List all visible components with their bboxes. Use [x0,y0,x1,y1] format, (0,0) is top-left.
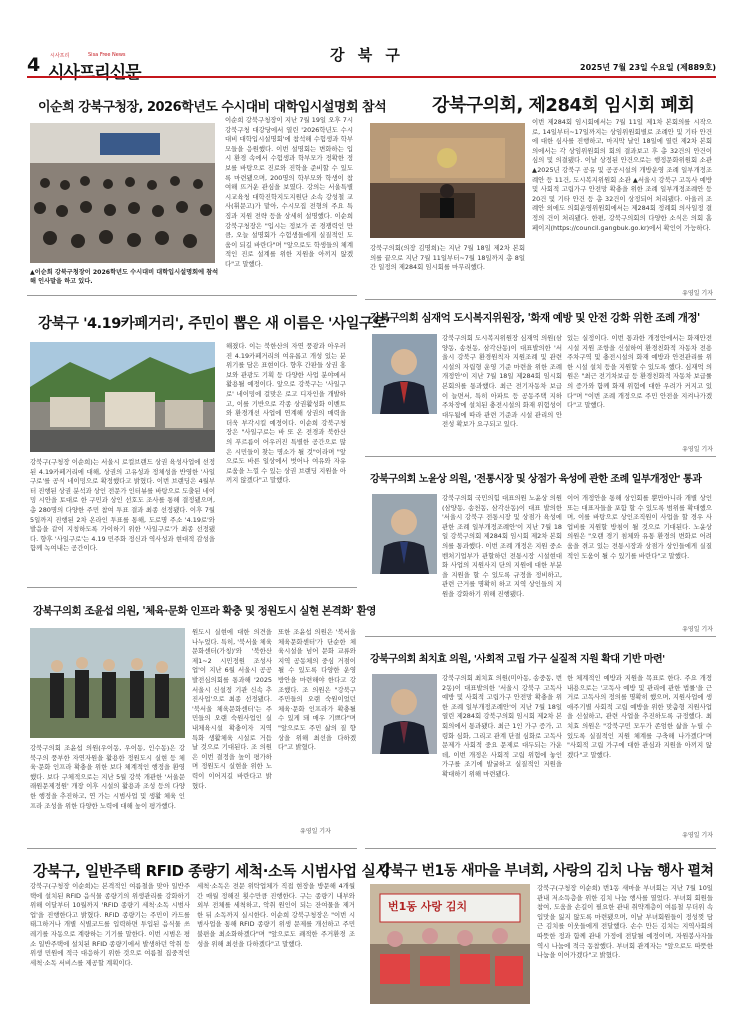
article2-body: 이번 제284회 임시회에서는 7월 11일 제1차 본회의를 시작으로, 14일부터~17일까지는 상임위원회별로 조례안 및 기타 안건에 대한 심사를 진행하고, 마지막 날인 18일에 열린 제2차 본회의에서는 각 상임위원회의 회의 결과보고 후 총 32건의 안건이 심의 및 의결됐다. 이날 상정된 안건으로는 행정문화위원회 소관 ▲2025년 강북구 공유 및 공공시설의 개방운영 조례 일부개정조례안 등 11건, 도시복지위원회 소관 ▲서울시 강북구 고독사 예방 및 사회적 고립가구 안전망 확충을 위한 조례 일부개정조례안 등 20건 및 기타 안건 등 총 32건이 상정되어 처리됐다. 아울러 조례안 외에도 의회운영위원회에서는 제284회 정례회 의사일정 결정의 건이 처리됐다. 한편, 강북구의회의 다양한 소식은 의회 홈페이지(https://council.gangbuk.go.kr)에서 확인이 가능하다. [532,118,712,232]
article2-reporter: 유영일 기자 [682,290,713,297]
article4-portrait [372,334,437,414]
kimchi-banner-text: 번1동 사랑 김치 [388,900,468,913]
article1-headline: 이순희 강북구청장, 2026학년도 수시대비 대학입시설명회 참석 [38,100,387,115]
portrait-image [372,674,437,754]
site-visit-image [30,628,185,738]
issue-date: 2025년 7월 23일 수요일 (제889호) [580,63,716,72]
portrait-image [372,334,437,414]
article1-photo [30,123,215,263]
article9-headline: 강북구 번1동 새마을 부녀회, 사랑의 김치 나눔 행사 펼쳐 [378,863,714,879]
article4-divider [365,456,716,457]
article6-body-right: 또한 조윤섭 의원은 '북서울 체육문화센터'가 단순한 체육시설을 넘어 문화 교류와 지역 공동체의 중심 거점이 될 수 있도록 다양한 운영 방안을 마련해야 한다고 강조했다. 조 의원은 "강북구 주민들의 오랜 숙원이었던 체육·문화 인프라가 확충될 수 있게 돼 매우 기쁘다"며 "앞으로도 주민 삶의 질 향상을 위해 최선을 다하겠다"고 밝혔다. [278,628,356,752]
paper-sub-label-en: Sisa Free News [88,52,126,58]
article2-caption: 강북구의회(의장 김명희)는 지난 7월 18일 제2차 본회의를 끝으로 지난 7월 11일부터~7월 18일까지 총 8일간 일정의 제284회 임시회를 마무리했다. [370,244,525,272]
article3-headline: 강북구 '4.19카페거리', 주민이 뽑은 새 이름은 '사일구로' [38,316,390,332]
portrait-image [372,494,437,574]
article3-body-left: 강북구(구청장 이순희)는 서울시 로컬브랜드 상권 육성사업에 선정된 4.19카페거리에 대해, 상권의 고유성과 정체성을 반영한 '사일구로'를 공식 네이밍으로 확정했다고 밝혔다. 이번 브랜딩은 4월부터 진행된 상권 분석과 상인 전문가 인터뷰를 바탕으로 도출된 네이밍 시안을 토대로 한 구민과 상인 선호도 조사를 통해 결정됐으며, 총 280명의 다양한 주민 참여 투표 결과 최종 선정됐다. 이후 7월 5일까지 진행된 2차 온라인 투표를 통해, 도로명 주소 '4.19로'와 발음을 같이 지칭하도록 가이하기 위한 '사일구로'가 최종 선정됐다. 향후 '사일구로'는 4.19 민주화 정신과 역사성과 현대적 감성을 함께 녹여내는 공간이다. [30,458,215,553]
article5-body-left: 강북구의회 국민의힘 대표의원 노윤상 의원(삼양동, 송천동, 삼각산동)이 대표 발의한 '서울시 강북구 전통시장 및 상점가 육성에 관한 조례 일부개정조례안'이 지난 7월 18일 강북구의회 제284회 임시회 제2차 본회의를 통과했다. 이번 조례 개정은 지원 중소벤처기업부가 관할하던 전통시장 시설현대화 사업의 지원사지 단의 지원에 대한 부분을 지원을 할 수 있도록 규정을 정비하고, 관련 근거를 명확히 하고 지역 상인들의 지원을 강화하기 위해 진행됐다. [442,494,562,598]
article5-divider [365,636,716,637]
paper-logo [48,52,158,83]
article5-headline: 강북구의회 노윤상 의원, '전통시장 및 상점가 육성에 관한 조례 일부개정안' 통과 [370,474,702,485]
article4-body-right: 있는 실정이다. 이번 통과한 개정안에서는 화재안전시설 지원 조항을 신설하여 환경친화적 자동차 전용주차구역 및 충전시설의 화재 예방과 안전관리를 위한 시설 설치 등을 지원할 수 있도록 했다. 심재억 의원은 "최근 전기차보급 등 환경친화적 자동차 보급률의 증가와 함께 화재 위험에 대한 우려가 커지고 있다"며 "이번 조례 개정으로 주민 안전을 지켜나가겠다"고 말했다. [567,334,712,410]
article4-headline: 강북구의회 심재억 도시복지위원장, '화재 예방 및 안전 강화 위한 조례 개정' [370,312,700,324]
article8-body-left: 강북구(구청장 이순희)는 본격적인 여름철을 맞아 일반주택에 설치된 RFID 음식물 종량기의 위생관리를 강화하기 위해 이달부터 10월까지 'RFID 종량기 세척·소독 시범사업'을 진행한다고 밝혔다. RFID 종량기는 주민이 카드를 태그하거나 개별 식별코드를 입력하면 투입된 음식물 쓰레기를 자동으로 계량하는 기기를 말한다. 이번 시범은 평소 일반주택에 설치된 RFID 종량기에서 발생하던 악취 등 위생 민원에 적극 대응하기 위한 것으로 여름철 집중적인 세척·소독 서비스를 제공할 계획이다. [30,882,190,967]
article7-body-left: 강북구의회 최치효 의원(미아동, 송중동, 번2동)이 대표발의한 '서울시 강북구 고독사 예방 및 사회적 고립가구 안전망 확충을 위한 조례 일부개정조례안'이 지난 7월 18일 열린 제284회 강북구의회 임시회 제2차 본회의에서 통과됐다. 최근 1인 가구 증가, 고령화 심화, 그리고 관계 단절 심화로 고독사 문제가 사회적 중요 문제로 대두되는 가운데, 이번 개정은 사회적 고립 위험에 놓인 가구를 조기에 발굴하고 실질적인 지원을 확대하기 위해 마련됐다. [442,674,562,778]
article5-reporter: 유영일 기자 [682,626,713,633]
article8-body-mid: 세척·소독은 전문 위탁업체가 직접 현장을 방문해 4개월간 매월 정해진 횟수만큼 진행한다. 구는 종량기 내부와 외부 전체를 세척하고, 악취 원인이 되는 잔여물을 제거한 뒤 소독까지 실시한다. 이순희 강북구청장은 "이번 시범사업을 통해 RFID 종량기 위생 문제를 개선하고 주민 불편을 최소화하겠다"며 "앞으로도 쾌적한 주거환경 조성을 위해 최선을 다하겠다"고 말했다. [197,882,355,948]
article9-body: 강북구(구청장 이순희) 번1동 새마을 부녀회는 지난 7월 10일 관내 저소득층을 위한 김치 나눔 행사를 열었다. 부녀회 회원들 참여, 도움을 손길이 필요한 관내 취약계층이 여름철 무더위 속 입맛을 잃지 않도록 마련됐으며, 이날 부녀회원들이 정성껏 담근 김치를 이웃들에게 전달했다. 손수 만든 김치는 지역사회의 따뜻한 정과 함께 관내 가정에 전달될 예정이며, 자원봉사자들 역시 나눔에 적극 동참했다. 부녀회 관계자는 "앞으로도 따뜻한 나눔을 이어가겠다"고 밝혔다. [537,884,713,960]
article6-photo [30,628,185,738]
article5-body-right: 이어 개정안을 통해 상인회를 뿐만아니라 개별 상인 또는 대표자들을 포함 할 수 있도록 범위를 확대했으며, 이를 바탕으로 상인조직원이 사업을 할 경우 사업비를 지원할 방침이 될 것으로 기대된다. 노윤상 의원은 "오랜 경기 침체와 유통 환경의 변화로 어려움을 겪고 있는 전통시장과 상점가 상인들에게 실질적인 도움이 될 수 있기를 바란다"고 말했다. [567,494,712,560]
article2-divider [365,299,716,300]
article5-portrait [372,494,437,574]
article6-headline: 강북구의회 조윤섭 의원, '체육·문화 인프라 확충 및 정원도시 실현 본격화' 환영 [33,605,376,617]
article2-headline: 강북구의회, 제284회 임시회 폐회 [432,95,695,116]
article6-reporter: 유영일 기자 [300,828,331,835]
article9-photo [370,884,530,1004]
article6-divider [27,848,357,849]
article1-divider [27,295,357,296]
article7-reporter: 유영일 기자 [682,832,713,839]
paper-name: 시사프리신문 [48,63,141,83]
article4-body-left: 강북구의회 도시복지위원장 심재억 의원(삼양동, 송천동, 삼각산동)이 대표발의한 '서울시 강북구 환경원칙자 지원조례 및 관련 시설의 자립형 운영 기준 마련을 위한 조례 개정안'이 지난 7월 18일 제284회 임시회 본회의를 통과했다. 최근 전기자동차 보급이 늘면서, 특히 아파트 등 공동주택 지하 주차장에 설치된 충전시설의 화재 위험성이 대두됨에 따라 관련 기준과 시설 관리의 안전성 확보가 요구되고 있다. [442,334,562,429]
cafe-street-image [30,342,215,452]
article6-body-left: 강북구의회 조윤섭 의원(우이동, 우이동, 인수동)은 강북구의 풍부한 자연자원을 활용한 정원도시 실현 등 체육·문화 인프라 확충을 위한 보다 체계적인 행정을 환영했다. 보다 구체적으로는 지난 5월 강북 개관한 '서울문래원문제정원' 개장 이후 시설의 활용과 조성 등의 다양한 행정을 추진하고, 연 가는 시범사업 및 생활 체육 인프라 조성을 위한 다양한 노력에 대해 높이 평가했다. [30,744,185,810]
council-session-image [370,123,525,238]
article4-reporter: 유영일 기자 [682,446,713,453]
article7-body-right: 한 체계적인 예방과 지원을 목표로 한다. 주요 개정 내용으로는 '고독사 예방 및 관리에 관한 법률'을 근거로 고독사의 정의를 명확히 했으며, 지원사업에 생애주기별 사회적 고립 예방을 위한 맞춤형 지원사업을 신설하고, 관련 사업을 추진하도록 규정했다. 최치효 의원은 "강북구민 모두가 존엄한 삶을 누릴 수 있도록 실질적인 지원 체계를 구축해 나가겠다"며 "사회적 고립 가구에 대한 관심과 지원을 아끼지 않겠다"고 말했다. [567,674,712,759]
article3-photo [30,342,215,452]
article3-body-mid: 해졌다. 이는 북한산의 자연 풍광과 아우러진 4.19카페거리의 여유롭고 개성 있는 분위기를 담은 표현이다. 향후 간판들 상권 홍보와 관광도 기획 등 다양한 사업 분야에서 활용될 예정이다. 앞으로 강북구는 '사일구로' 네이밍에 걸맞은 로고 디자인을 개발하고, 이를 기반으로 각종 상권활성화 이벤트와 환경개선 사업에 연계해 상권의 매력을 더욱 부각시킬 예정이다. 이순희 강북구청장은 "사일구로는 바 또 온 전경과 북한산의 푸르름이 어우러진 특별한 공간으로 많은 시민들이 찾는 명소가 될 것"이라며 "앞으로도 바른 일상에서 벗어나 여유와 자유로움을 느낄 수 있는 상권 브랜딩 지원을 아끼지 않겠다"고 말했다. [226,342,346,485]
section-title: 강 북 구 [330,46,404,64]
article7-headline: 강북구의회 최치효 의원, '사회적 고립 가구 실질적 지원 확대 기반 마련' [370,654,665,665]
seminar-hall-image [30,123,215,263]
masthead-rule [27,76,716,78]
article6-body-mid: 원도시 실현에 대한 의견을 나누었다. 특히, '북서울 체육문화센터(가칭)'와 '북한산 제1~2 시민정원 조성사업'이 지난 6월 서울시 공공발전심의회를 통과해 '2025 서울시 신설정 기관 신속 추진사업'으로 최종 선정됐다. '북서울 체육문화센터'는 주민들의 오랜 숙원사업인 실내체육시설 확충이자 지역 특화 생활체육 시설로 거듭날 것으로 기대된다. 조 의원은 이번 결정을 높이 평가하며 정원도시 실현을 위한 노력이 이어지길 바란다고 밝혔다. [192,628,272,790]
article7-divider [365,848,716,849]
article7-portrait [372,674,437,754]
article2-photo [370,123,525,238]
paper-sub-label: 시사프리 [50,53,70,59]
page-number: 4 [27,54,41,76]
article1-caption: ▲이순희 강북구청장이 2026학년도 수시대비 대학입시설명회에 참석해 인사말을 하고 있다. [30,269,219,285]
article8-headline: 강북구, 일반주택 RFID 종량기 세척·소독 시범사업 실시 [33,862,390,880]
article1-body: 이순희 강북구청장이 지난 7월 19일 오후 7시 강북구청 대강당에서 열린 '2026학년도 수시대비 대학입시설명회'에 참석해 수험생과 학부모들을 응원했다. 이번 설명회는 변화하는 입시 환경 속에서 수험생과 학부모가 정확한 정보를 바탕으로 진로와 진학을 준비할 수 있도록 마련됐으며, 200명의 학부모와 학생이 참여해 뜨거운 관심을 보였다. 강의는 서울특별시교육청 대학진학지도지원단 소속 강성철 교사(휘문고)가 맡아, 수시모집 전형의 주요 특징과 지원 전략 등을 상세히 설명했다. 이순희 강북구청장은 "입시는 정보가 곧 경쟁력인 만큼, 오늘 설명회가 수험생들에게 실질적인 도움이 되길 바란다"며 "앞으로도 학생들의 체계적인 진로 설계를 위한 지원을 아끼지 않겠다"고 말했다. [225,116,353,268]
article3-divider [27,587,357,588]
